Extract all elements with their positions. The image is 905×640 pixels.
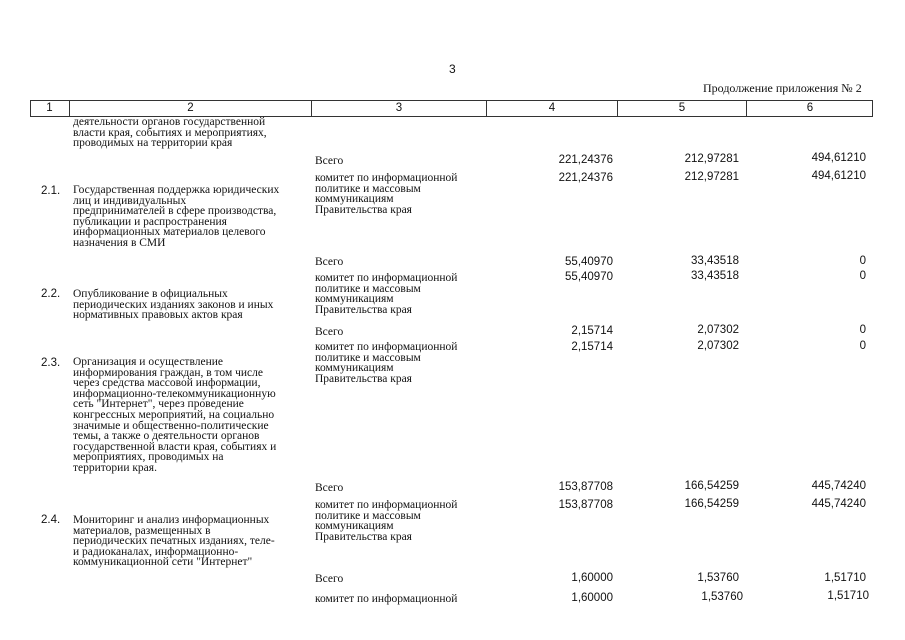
- value-col-4: 1,60000: [571, 592, 613, 604]
- total-label: Всего: [315, 256, 344, 268]
- table-header-col-2: 2: [69, 101, 311, 117]
- table-header-col-3: 3: [311, 101, 486, 117]
- value-col-4: 221,24376: [558, 154, 613, 166]
- table-header-col-4: 4: [486, 101, 617, 117]
- page-number: 3: [449, 62, 456, 76]
- value-col-5: 2,07302: [697, 340, 739, 352]
- value-col-4: 55,40970: [565, 256, 613, 268]
- row-name: Организация и осуществление информирования граждан, в том числе через средства массовой информации, информационно-телекоммуникационную сеть "Интернет", через проведение конгрессных мероприятий, на социально значимые и общественно-политические темы, а также о деятельности органов государственной власти края, событиях и мероприятиях, проводимых на территории края.: [73, 356, 277, 474]
- total-label: Всего: [315, 155, 344, 167]
- row-number: 2.4.: [41, 514, 61, 526]
- value-col-6: 445,74240: [811, 498, 866, 510]
- value-col-5: 212,97281: [684, 171, 739, 183]
- value-col-6: 0: [859, 270, 866, 282]
- value-col-6: 494,61210: [811, 170, 866, 182]
- intro-text: деятельности органов государственной власти края, событиях и мероприятиях, проводимых на территории края: [73, 116, 267, 150]
- row-number: 2.1.: [41, 185, 61, 197]
- row-executor: комитет по информационной политике и массовым коммуникациям Правительства края: [315, 172, 458, 216]
- value-col-6: 445,74240: [811, 480, 866, 492]
- row-executor: комитет по информационной политике и массовым коммуникациям Правительства края: [315, 341, 458, 385]
- value-col-6: 0: [859, 340, 866, 352]
- row-number: 2.2.: [41, 288, 61, 300]
- value-col-4: 55,40970: [565, 271, 613, 283]
- value-col-6: 1,51710: [824, 572, 866, 584]
- value-col-5: 212,97281: [684, 153, 739, 165]
- value-col-5: 2,07302: [697, 324, 739, 336]
- value-col-4: 153,87708: [558, 499, 613, 511]
- total-label: Всего: [315, 573, 344, 585]
- value-col-4: 153,87708: [558, 481, 613, 493]
- value-col-6: 1,51710: [827, 590, 869, 602]
- value-col-4: 221,24376: [558, 172, 613, 184]
- value-col-5: 33,43518: [691, 255, 739, 267]
- value-col-5: 1,53760: [701, 591, 743, 603]
- value-col-6: 0: [859, 255, 866, 267]
- row-executor: комитет по информационной политике и массовым коммуникациям Правительства края: [315, 499, 458, 543]
- continuation-label: Продолжение приложения № 2: [703, 81, 862, 95]
- table-header-col-6: 6: [746, 101, 873, 117]
- row-name: Опубликование в официальных периодических изданиях законов и иных нормативных правовых актов края: [73, 288, 274, 322]
- value-col-6: 0: [859, 324, 866, 336]
- table-header-col-1: 1: [46, 102, 53, 114]
- row-name: Государственная поддержка юридических лиц и индивидуальных предпринимателей в сфере производства, публикации и распространения информационных материалов целевого назначения в СМИ: [73, 184, 280, 249]
- value-col-5: 166,54259: [684, 480, 739, 492]
- value-col-4: 2,15714: [571, 325, 613, 337]
- row-executor: комитет по информационной: [315, 593, 458, 605]
- row-number: 2.3.: [41, 357, 61, 369]
- total-label: Всего: [315, 482, 344, 494]
- value-col-5: 33,43518: [691, 270, 739, 282]
- value-col-5: 1,53760: [697, 572, 739, 584]
- value-col-4: 1,60000: [571, 572, 613, 584]
- total-label: Всего: [315, 326, 344, 338]
- row-executor: комитет по информационной политике и массовым коммуникациям Правительства края: [315, 272, 458, 316]
- table-header-col-5: 5: [617, 101, 746, 117]
- value-col-6: 494,61210: [811, 152, 866, 164]
- row-name: Мониторинг и анализ информационных материалов, размещенных в периодических печатных изданиях, теле- и радиоканалах, информационно- коммуникационной сети "Интернет": [73, 514, 275, 569]
- value-col-5: 166,54259: [684, 498, 739, 510]
- value-col-4: 2,15714: [571, 341, 613, 353]
